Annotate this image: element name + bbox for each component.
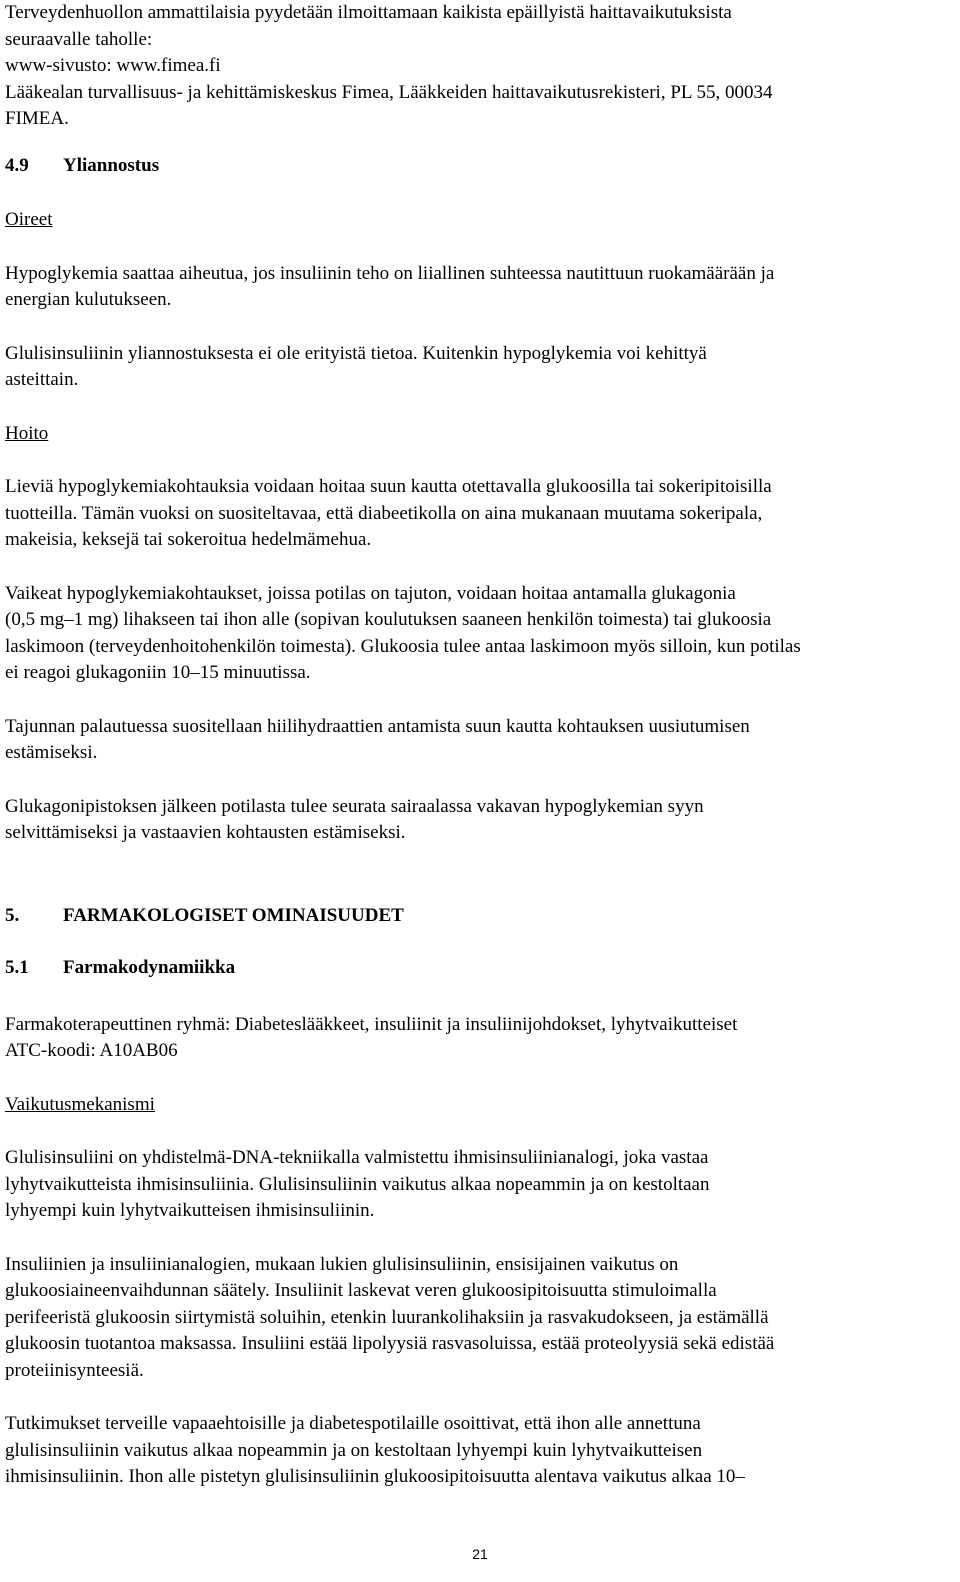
website-line[interactable]: www-sivusto: www.fimea.fi <box>5 55 221 76</box>
text-line: asteittain. <box>5 369 79 390</box>
text-line: Hypoglykemia saattaa aiheutua, jos insuliinin teho on liiallinen suhteessa nautittuun ruokamäärään ja <box>5 262 775 284</box>
text-line: energian kulutukseen. <box>5 289 172 310</box>
text-line: Insuliinien ja insuliinianalogien, mukaan lukien glulisinsuliinin, ensisijainen vaikutus on <box>5 1253 679 1275</box>
text-line: laskimoon (terveydenhoitohenkilön toimesta). Glukoosia tulee antaa laskimoon myös silloin, kun potilas <box>5 635 801 657</box>
text-line: makeisia, keksejä tai sokeroitua hedelmämehua. <box>5 529 372 550</box>
paragraph <box>5 1012 955 1065</box>
text-line: Vaikeat hypoglykemiakohtaukset, joissa potilas on tajuton, voidaan hoitaa antamalla glukagonia <box>5 582 736 604</box>
text-line: perifeeristä glukoosin siirtymistä soluihin, etenkin luurankolihaksiin ja rasvakudokseen, ja estämällä <box>5 1306 769 1328</box>
subheading-oireet: Oireet <box>5 209 53 230</box>
paragraph <box>5 261 955 314</box>
section-title: FARMAKOLOGISET OMINAISUUDET <box>63 904 404 926</box>
document-page <box>5 0 955 1491</box>
paragraph <box>5 341 955 394</box>
section-heading-5-1 <box>5 955 955 982</box>
text-line: Lääkealan turvallisuus- ja kehittämiskeskus Fimea, Lääkkeiden haittavaikutusrekisteri, PL 55, 00034 <box>5 81 773 103</box>
page-number: 21 <box>472 1546 488 1562</box>
paragraph <box>5 1411 955 1491</box>
text-line: Glulisinsuliinin yliannostuksesta ei ole erityistä tietoa. Kuitenkin hypoglykemia voi kehittyä <box>5 342 707 364</box>
text-line: seuraavalle taholle: <box>5 28 153 50</box>
paragraph <box>5 581 955 687</box>
paragraph <box>5 714 955 767</box>
text-line: Tajunnan palautuessa suositellaan hiilihydraattien antamista suun kautta kohtauksen uusiutumisen <box>5 715 750 737</box>
section-number: 5. <box>5 904 20 926</box>
section-heading-5 <box>5 903 955 930</box>
section-heading-4-9 <box>5 153 955 180</box>
paragraph <box>5 1145 955 1225</box>
text-line: estämiseksi. <box>5 742 98 763</box>
section-number: 5.1 <box>5 957 29 978</box>
paragraph <box>5 474 955 554</box>
text-line: Glukagonipistoksen jälkeen potilasta tulee seurata sairaalassa vakavan hypoglykemian syyn <box>5 795 704 817</box>
reporting-info <box>5 0 955 133</box>
text-line: glukoosiaineenvaihdunnan säätely. Insuliinit laskevat veren glukoosipitoisuutta stimuloimalla <box>5 1280 717 1301</box>
text-line: Lieviä hypoglykemiakohtauksia voidaan hoitaa suun kautta otettavalla glukoosilla tai sokeripitoisilla <box>5 476 772 497</box>
text-line: lyhytvaikutteista ihmisinsuliinia. Glulisinsuliinin vaikutus alkaa nopeammin ja on kestoltaan <box>5 1173 710 1195</box>
paragraph <box>5 1252 955 1385</box>
section-number: 4.9 <box>5 154 29 176</box>
text-line: glulisinsuliinin vaikutus alkaa nopeammin ja on kestoltaan lyhyempi kuin lyhytvaikutteisen <box>5 1439 703 1461</box>
text-line: Farmakoterapeuttinen ryhmä: Diabeteslääkkeet, insuliinit ja insuliinijohdokset, lyhytvaikutteiset <box>5 1013 738 1035</box>
text-line: selvittämiseksi ja vastaavien kohtausten estämiseksi. <box>5 822 406 843</box>
text-line: Terveydenhuollon ammattilaisia pyydetään ilmoittamaan kaikista epäillyistä haittavaikutuksista <box>5 2 732 23</box>
text-line: lyhyempi kuin lyhytvaikutteisen ihmisinsuliinin. <box>5 1200 375 1221</box>
paragraph <box>5 794 955 847</box>
text-line: ei reagoi glukagoniin 10–15 minuutissa. <box>5 662 311 683</box>
text-line: Glulisinsuliini on yhdistelmä-DNA-tekniikalla valmistettu ihmisinsuliinianalogi, joka vastaa <box>5 1147 709 1168</box>
text-line: (0,5 mg–1 mg) lihakseen tai ihon alle (sopivan koulutuksen saaneen henkilön toimesta) tai glukoosia <box>5 609 772 630</box>
text-line: glukoosin tuotantoa maksassa. Insuliini estää lipolyysiä rasvasoluissa, estää proteolyysiä sekä edistää <box>5 1333 775 1354</box>
text-line: Tutkimukset terveille vapaaehtoisille ja diabetespotilaille osoittivat, että ihon alle annettuna <box>5 1413 701 1434</box>
subheading-hoito: Hoito <box>5 422 49 444</box>
text-line: ATC-koodi: A10AB06 <box>5 1040 178 1061</box>
text-line: proteiinisynteesiä. <box>5 1359 144 1381</box>
section-title: Yliannostus <box>63 154 160 176</box>
text-line: ihmisinsuliinin. Ihon alle pistetyn glulisinsuliinin glukoosipitoisuutta alentava vaikutus alkaa 10– <box>5 1466 745 1487</box>
section-title: Farmakodynamiikka <box>63 957 236 978</box>
text-line: tuotteilla. Tämän vuoksi on suositeltavaa, että diabeetikolla on aina mukanaan muutama sokeripala, <box>5 502 763 524</box>
subheading-vaikutusmekanismi: Vaikutusmekanismi <box>5 1093 155 1115</box>
text-line: FIMEA. <box>5 108 69 129</box>
